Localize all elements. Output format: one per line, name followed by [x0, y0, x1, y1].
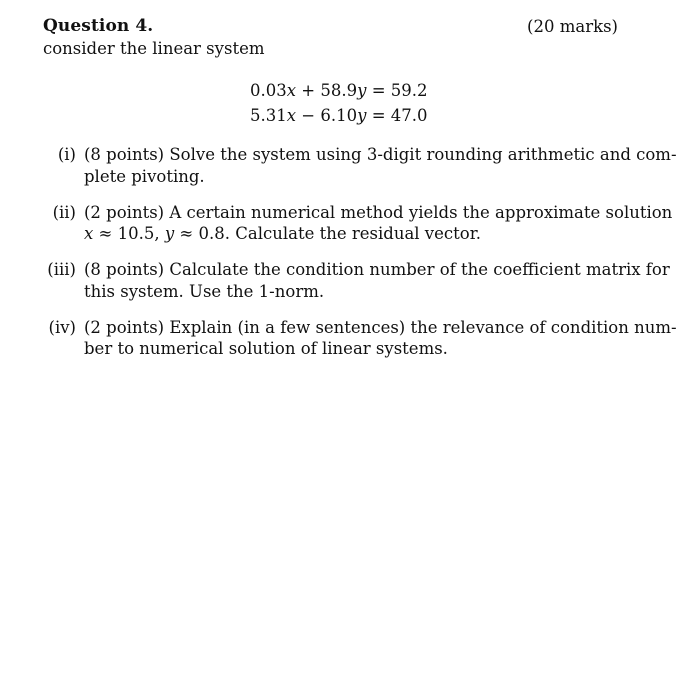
part-text: (8 points) Calculate the condition number of the coefficient matrix for this system. Use the 1-norm. [84, 260, 670, 301]
equation-1: 0.03x + 58.9y = 59.2 [250, 81, 428, 100]
equation-2: 5.31x − 6.10y = 47.0 [250, 106, 428, 125]
question-parts [0, 144, 700, 374]
part-iv [0, 317, 700, 360]
approx-solution-line: x ≈ 10.5, y ≈ 0.8. Calculate the residual vector. [84, 224, 482, 243]
question-intro: consider the linear system [43, 39, 265, 58]
question-marks: (20 marks) [527, 17, 618, 36]
part-iii [0, 259, 700, 302]
part-text: (8 points) Solve the system using 3-digit rounding arithmetic and com- plete pivoting. [84, 145, 677, 186]
part-i [0, 144, 700, 187]
part-label: (iii) [47, 260, 76, 279]
question-title: Question 4. [43, 16, 154, 36]
part-label: (i) [57, 145, 76, 164]
part-text: (2 points) A certain numerical method yields the approximate solution x ≈ 10.5, y ≈ 0.8. Calculate the residual vector. [84, 202, 673, 243]
part-ii [0, 202, 700, 245]
part-label: (iv) [48, 317, 76, 337]
part-text: (2 points) Explain (in a few sentences) the relevance of condition num- ber to numerical solution of linear systems. [84, 317, 677, 358]
linear-system [250, 78, 428, 128]
part-label: (ii) [52, 202, 76, 222]
